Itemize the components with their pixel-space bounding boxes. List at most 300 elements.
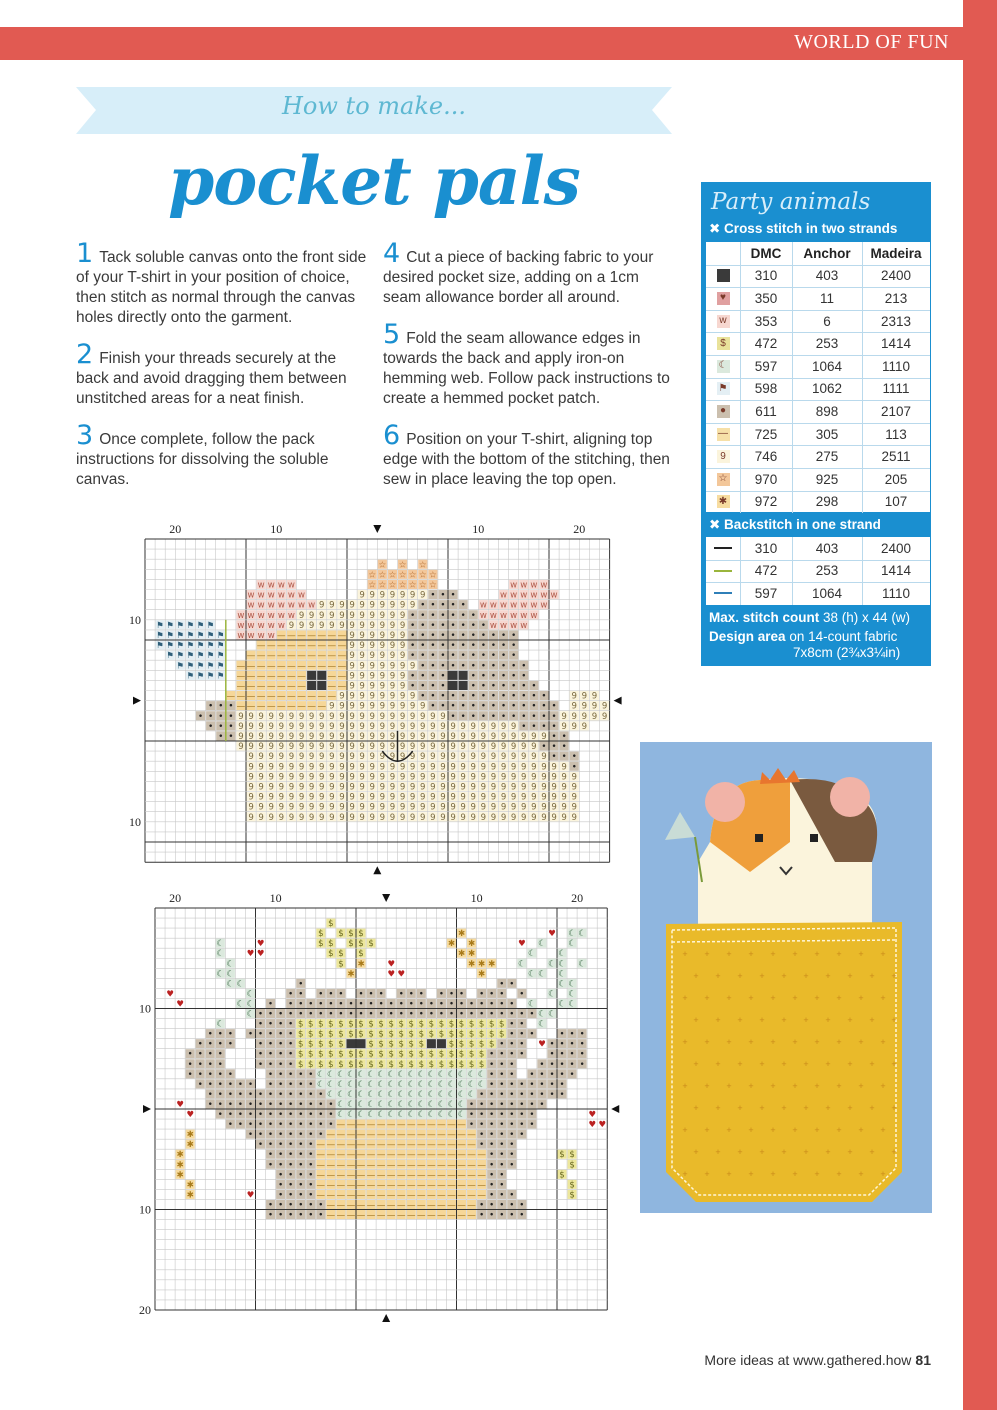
stitch-symbol: ♥	[246, 949, 255, 960]
stitch-symbol: —	[376, 1210, 386, 1221]
stitch-symbol: 9	[339, 600, 345, 611]
stitch-symbol: •	[549, 1079, 555, 1090]
stitch-symbol: —	[336, 1140, 346, 1151]
stitch-symbol: 9	[470, 762, 476, 773]
stitch-symbol: •	[308, 1130, 314, 1141]
thread-code: 597	[754, 358, 778, 374]
pocket-cross: +	[858, 993, 864, 1003]
stitch-symbol: ☾	[457, 1110, 466, 1121]
stitch-symbol: —	[287, 651, 296, 662]
stitch-symbol: 9	[409, 661, 416, 672]
stitch-symbol: $	[328, 1019, 334, 1030]
stitch-symbol: 9	[359, 691, 365, 702]
stitch-symbol: 9	[430, 721, 436, 732]
stitch-symbol: —	[457, 1200, 466, 1211]
stitch-symbol: •	[298, 1009, 304, 1020]
stitch-symbol: •	[420, 641, 426, 652]
stitch-symbol: —	[437, 1210, 446, 1221]
stitch-symbol: —	[256, 671, 266, 682]
stitch-symbol: •	[410, 620, 416, 631]
stitch-symbol: 9	[399, 691, 406, 702]
stitch-symbol: $	[328, 1049, 334, 1060]
stitch-symbol: $	[358, 949, 364, 960]
stitch-symbol: ☾	[517, 959, 526, 970]
stitch-symbol: •	[217, 1099, 223, 1110]
stitch-symbol: •	[288, 1039, 294, 1050]
stitch-symbol: 9	[500, 742, 507, 753]
stitch-symbol: —	[386, 1150, 396, 1161]
center-arrow	[382, 1314, 390, 1322]
stitch-symbol: •	[579, 1029, 585, 1040]
stitch-symbol: —	[437, 1200, 446, 1211]
stitch-symbol: —	[326, 1150, 336, 1161]
stitch-symbol: 9	[490, 721, 497, 732]
stitch-symbol: —	[477, 1160, 486, 1171]
stitch-symbol: —	[366, 1200, 376, 1211]
stitch-symbol: •	[480, 651, 486, 662]
stitch-symbol: 9	[268, 792, 274, 803]
stitch-symbol: •	[519, 1009, 525, 1020]
stitch-symbol: •	[501, 641, 507, 652]
stitch-symbol: •	[509, 1110, 515, 1121]
stitch-symbol: •	[258, 1039, 264, 1050]
stitch-symbol: —	[236, 671, 246, 682]
stitch-symbol: 9	[389, 792, 396, 803]
stitch-symbol: •	[499, 979, 505, 990]
stitch-symbol: 9	[288, 721, 295, 732]
stitch-symbol: •	[258, 1089, 264, 1100]
stitch-symbol: ☾	[387, 1079, 396, 1090]
stitch-symbol: •	[509, 1039, 515, 1050]
stitch-symbol: ⚑	[206, 661, 215, 672]
stitch-symbol: w	[510, 580, 518, 591]
stitch-symbol: •	[278, 1099, 284, 1110]
stitch-symbol: •	[187, 1049, 193, 1060]
stitch-symbol: ♥	[256, 939, 265, 950]
stitch-symbol: 9	[298, 792, 305, 803]
stitch-symbol: 9	[379, 742, 386, 753]
stitch-symbol: 9	[420, 721, 426, 732]
stitch-symbol: 9	[440, 812, 446, 823]
stitch-symbol: 9	[308, 731, 315, 742]
stitch-symbol: 9	[319, 731, 325, 742]
stitch-symbol: 9	[268, 742, 274, 753]
stitch-symbol: —	[326, 1170, 336, 1181]
stitch-symbol: •	[519, 1130, 525, 1141]
stitch-symbol: 9	[268, 782, 274, 793]
stitch-symbol: 9	[369, 590, 375, 601]
stitch-symbol: 9	[248, 772, 254, 783]
stitch-symbol: •	[278, 1130, 284, 1141]
stitch-symbol: •	[218, 731, 224, 742]
stitch-symbol: —	[336, 1150, 346, 1161]
stitch-symbol: •	[440, 701, 446, 712]
stitch-symbol: 9	[389, 812, 396, 823]
stitch-symbol: 9	[369, 802, 375, 813]
stitch-symbol: 9	[551, 792, 557, 803]
stitch-symbol: 9	[379, 731, 386, 742]
stitch-symbol: •	[247, 1079, 253, 1090]
stitch-symbol: •	[268, 1069, 274, 1080]
thread-code: 970	[754, 471, 778, 487]
stitch-symbol: —	[337, 671, 347, 682]
stitch-symbol: 9	[369, 782, 375, 793]
pocket-cross: +	[781, 1103, 787, 1113]
thread-code: 598	[754, 381, 778, 397]
stitch-symbol: —	[376, 1190, 386, 1201]
stitch-symbol: •	[470, 701, 476, 712]
stitch-symbol: ☾	[467, 1089, 476, 1100]
stitch-symbol: $	[488, 1039, 495, 1050]
stitch-symbol: •	[541, 691, 547, 702]
stitch-symbol: 9	[359, 772, 365, 783]
stitch-symbol: $	[348, 929, 354, 940]
stitch-symbol: 9	[359, 610, 365, 621]
stitch-symbol: ⚑	[196, 671, 205, 682]
pocket-cross: +	[803, 1103, 809, 1113]
stitch-symbol: —	[336, 1120, 346, 1131]
pocket-cross: +	[869, 1103, 875, 1113]
stitch-symbol: $	[478, 1029, 485, 1040]
stitch-symbol: •	[469, 1120, 475, 1131]
stitch-symbol: •	[197, 1079, 203, 1090]
stitch-symbol: •	[531, 691, 537, 702]
stitch-symbol: —	[457, 1190, 466, 1201]
stitch-symbol: —	[386, 1210, 396, 1221]
chart-axis-label: 10	[129, 612, 141, 627]
stitch-symbol: 9	[288, 620, 295, 631]
stitch-symbol: —	[467, 1170, 476, 1181]
stitch-symbol: 9	[490, 742, 497, 753]
cross-stitch-table	[706, 242, 930, 512]
stitch-symbol: 9	[601, 711, 608, 722]
stitch-symbol: —	[366, 1130, 376, 1141]
stitch-symbol: 9	[379, 701, 386, 712]
stitch-symbol: •	[378, 999, 384, 1010]
stitch-symbol: •	[501, 671, 507, 682]
stitch-symbol: ☾	[387, 1089, 396, 1100]
ribbon-label: How to make...	[282, 92, 466, 120]
stitch-symbol: ✱	[467, 959, 476, 970]
pocket-cross: +	[792, 993, 798, 1003]
chart-axis-label: 10	[139, 1202, 151, 1217]
stitch-symbol: •	[480, 661, 486, 672]
stitch-symbol: 9	[379, 721, 386, 732]
stitch-symbol: —	[366, 1140, 376, 1151]
stitch-symbol: w	[500, 620, 508, 631]
stitch-symbol: —	[287, 630, 296, 641]
stitch-symbol: 9	[258, 742, 264, 753]
stitch-symbol: 9	[308, 620, 315, 631]
stitch-symbol: $	[328, 1059, 334, 1070]
thread-code: 2313	[880, 313, 912, 329]
stitch-symbol: 9	[329, 701, 335, 712]
stitch-symbol: •	[521, 681, 527, 692]
stitch-symbol: w	[298, 600, 306, 611]
black-line-icon	[714, 547, 732, 549]
thread-code: 253	[815, 563, 839, 579]
stitch-symbol: •	[328, 1110, 334, 1121]
stitch-symbol: 9	[369, 600, 375, 611]
stitch-symbol: •	[247, 1029, 253, 1040]
stitch-symbol: ☾	[447, 1079, 456, 1090]
pocket-cross: +	[858, 1037, 864, 1047]
pocket-cross: +	[847, 1059, 853, 1069]
stitch-symbol: 9	[298, 721, 305, 732]
stitch-symbol: •	[308, 1170, 314, 1181]
stitch-symbol: 9	[319, 742, 325, 753]
stitch-symbol: 9	[258, 792, 264, 803]
stitch-symbol: •	[440, 651, 446, 662]
stitch-symbol: —	[447, 1130, 456, 1141]
stitch-symbol: —	[236, 701, 246, 712]
stitch-symbol: 9	[308, 711, 315, 722]
stitch-symbol: •	[218, 721, 224, 732]
stitch-symbol: 9	[420, 742, 426, 753]
stitch-symbol: $	[358, 939, 364, 950]
stitch-symbol: —	[427, 1170, 436, 1181]
stitch-symbol: •	[228, 721, 234, 732]
stitch-symbol: 9	[379, 812, 386, 823]
stitch-symbol: •	[521, 661, 527, 672]
stitch-symbol: •	[288, 1029, 294, 1040]
finished-pocket-photo	[640, 742, 932, 1213]
stitch-symbol: $	[458, 1049, 465, 1060]
stitch-symbol: •	[268, 1160, 274, 1171]
stitch-symbol: •	[490, 651, 496, 662]
stitch-symbol: ☾	[347, 1089, 355, 1100]
stitch-symbol: •	[509, 1210, 515, 1221]
stitch-symbol: •	[509, 1019, 515, 1030]
stitch-symbol: ☆	[368, 580, 377, 591]
thread-code: 2400	[880, 540, 912, 556]
stitch-symbol: •	[489, 1140, 495, 1151]
stitch-symbol: •	[490, 641, 496, 652]
stitch-symbol: •	[579, 1049, 585, 1060]
pocket-cross: +	[814, 1125, 820, 1135]
pocket-cross: +	[814, 1169, 820, 1179]
stitch-symbol: w	[520, 580, 528, 591]
stitch-symbol: •	[479, 1140, 485, 1151]
stitch-symbol: ☾	[347, 1069, 355, 1080]
stitch-symbol: •	[237, 1089, 243, 1100]
stitch-symbol: $	[458, 1039, 465, 1050]
stitch-symbol: •	[529, 1099, 535, 1110]
stitch-symbol: ✱	[186, 1140, 194, 1151]
stitch-symbol: •	[278, 1110, 284, 1121]
stitch-symbol: —	[386, 1130, 396, 1141]
stitch-symbol: ⚑	[196, 661, 205, 672]
stitch-symbol: —	[256, 681, 266, 692]
stitch-symbol: —	[356, 1160, 366, 1171]
stitch-symbol: •	[549, 1089, 555, 1100]
stitch-symbol: $	[298, 1029, 304, 1040]
stitch-symbol: w	[247, 630, 255, 641]
stitch-cell	[449, 671, 458, 680]
stitch-symbol: $	[478, 1039, 485, 1050]
max-stitch-count: Max. stitch count 38 (h) x 44 (w)	[709, 610, 911, 625]
stitch-symbol: $	[308, 1059, 314, 1070]
stitch-symbol: •	[348, 1009, 354, 1020]
stitch-layer	[156, 560, 609, 823]
stitch-symbol: $	[499, 1019, 505, 1030]
pocket-cross: +	[814, 1081, 820, 1091]
stitch-symbol: •	[450, 691, 456, 702]
stitch-symbol: —	[447, 1160, 456, 1171]
stitch-symbol: •	[227, 1099, 233, 1110]
pocket-cross: +	[869, 971, 875, 981]
stitch-symbol: —	[417, 1180, 426, 1191]
stitch-symbol: 9	[571, 721, 577, 732]
stitch-symbol: 9	[359, 701, 365, 712]
side-color-bar	[963, 0, 997, 1410]
stitch-symbol: 9	[369, 731, 375, 742]
stitch-symbol: $	[458, 1059, 465, 1070]
pocket-cross: +	[682, 1081, 688, 1091]
stitch-symbol: —	[427, 1200, 436, 1211]
stitch-symbol: —	[427, 1160, 436, 1171]
stitch-symbol: •	[278, 1140, 284, 1151]
stitch-symbol: 9	[440, 772, 446, 783]
pocket-cross: +	[704, 1081, 710, 1091]
stitch-symbol: •	[499, 1110, 505, 1121]
stitch-symbol: 9	[379, 671, 386, 682]
stitch-symbol: 9	[308, 742, 315, 753]
stitch-symbol: 9	[359, 812, 365, 823]
stitch-symbol: w	[277, 590, 285, 601]
stitch-symbol: 9	[349, 681, 355, 692]
stitch-symbol: 9	[389, 772, 396, 783]
stitch-symbol: ☾	[437, 1089, 446, 1100]
stitch-symbol: •	[569, 1049, 575, 1060]
stitch-symbol: ⚑	[206, 651, 215, 662]
stitch-symbol: •	[438, 1009, 444, 1020]
stitch-symbol: •	[440, 671, 446, 682]
stitch-symbol: —	[256, 691, 266, 702]
stitch-symbol: •	[450, 620, 456, 631]
stitch-symbol: 9	[349, 691, 355, 702]
stitch-symbol: —	[356, 1180, 366, 1191]
stitch-symbol: w	[520, 600, 528, 611]
stitch-symbol: $	[368, 939, 374, 950]
stitch-symbol: •	[308, 1160, 314, 1171]
stitch-symbol: —	[246, 671, 256, 682]
stitch-symbol: •	[298, 1160, 304, 1171]
stitch-symbol: •	[298, 1089, 304, 1100]
stitch-symbol: 9	[470, 752, 476, 763]
stitch-symbol: 9	[450, 782, 456, 793]
stitch-symbol: •	[197, 1039, 203, 1050]
dark-dot-icon: ●	[717, 405, 730, 418]
stitch-symbol: —	[326, 1210, 336, 1221]
stitch-symbol: •	[519, 1029, 525, 1040]
chart-axis-label: 10	[129, 814, 141, 829]
stitch-symbol: —	[317, 641, 327, 652]
stitch-symbol: ☾	[397, 1069, 406, 1080]
stitch-symbol: 9	[288, 812, 295, 823]
stitch-symbol: 9	[409, 600, 416, 611]
stitch-symbol: •	[489, 1079, 495, 1090]
stitch-symbol: 9	[369, 752, 375, 763]
stitch-symbol: —	[326, 1180, 336, 1191]
stitch-symbol: 9	[329, 721, 335, 732]
stitch-symbol: •	[499, 1140, 505, 1151]
stitch-symbol: —	[336, 1200, 346, 1211]
stitch-symbol: ☾	[447, 1110, 456, 1121]
stitch-cell	[357, 1039, 366, 1048]
stitch-symbol: •	[217, 1029, 223, 1040]
stitch-symbol: •	[519, 1079, 525, 1090]
stitch-symbol: •	[501, 630, 507, 641]
stitch-symbol: 9	[308, 721, 315, 732]
stitch-symbol: •	[410, 630, 416, 641]
stitch-symbol: •	[511, 681, 517, 692]
pocket-cross: +	[858, 949, 864, 959]
stitch-symbol: ♥	[538, 1039, 546, 1050]
stitch-symbol: 9	[329, 600, 335, 611]
stitch-symbol: 9	[238, 721, 244, 732]
stitch-symbol: —	[326, 1200, 336, 1211]
stitch-symbol: 9	[349, 610, 355, 621]
stitch-symbol: —	[407, 1180, 416, 1191]
step-number: 3	[76, 420, 94, 451]
stitch-symbol: 9	[440, 762, 446, 773]
stitch-symbol: 9	[561, 772, 567, 783]
stitch-symbol: ☾	[437, 1079, 446, 1090]
stitch-symbol: •	[298, 1150, 304, 1161]
stitch-symbol: ☾	[246, 1009, 255, 1020]
stitch-symbol: •	[521, 721, 527, 732]
stitch-symbol: —	[417, 1170, 426, 1181]
stitch-symbol: •	[490, 701, 496, 712]
pocket-cross: +	[770, 1081, 776, 1091]
stitch-symbol: 9	[541, 762, 547, 773]
stitch-symbol: 9	[359, 661, 365, 672]
stitch-symbol: ☾	[357, 1099, 365, 1110]
stitch-cell	[307, 681, 316, 690]
stitch-cell	[317, 681, 326, 690]
stitch-symbol: •	[308, 1210, 314, 1221]
stitch-symbol: •	[308, 1190, 314, 1201]
stitch-symbol: 9	[298, 610, 305, 621]
stitch-symbol: $	[418, 1059, 425, 1070]
stitch-symbol: 9	[329, 792, 335, 803]
stitch-symbol: —	[437, 1160, 446, 1171]
stitch-symbol: •	[499, 989, 505, 1000]
stitch-symbol: w	[500, 590, 508, 601]
stitch-symbol: w	[287, 580, 295, 591]
stitch-symbol: 9	[359, 630, 365, 641]
stitch-symbol: $	[448, 1049, 455, 1060]
stitch-symbol: —	[346, 1130, 356, 1141]
stitch-symbol: •	[258, 1009, 264, 1020]
stitch-symbol: •	[569, 1029, 575, 1040]
stitch-symbol: •	[480, 620, 486, 631]
stitch-symbol: w	[520, 610, 528, 621]
stitch-symbol: 9	[369, 651, 375, 662]
stitch-symbol: ☾	[457, 1099, 466, 1110]
stitch-symbol: w	[277, 610, 285, 621]
stitch-symbol: $	[499, 1029, 505, 1040]
stitch-symbol: •	[207, 1049, 213, 1060]
stitch-cell	[437, 1039, 446, 1048]
stitch-symbol: $	[388, 1059, 394, 1070]
stitch-symbol: •	[288, 989, 294, 1000]
stitch-symbol: ☾	[367, 1079, 375, 1090]
stitch-symbol: ☾	[447, 1099, 456, 1110]
stitch-symbol: 9	[450, 812, 456, 823]
stitch-symbol: 9	[389, 671, 396, 682]
